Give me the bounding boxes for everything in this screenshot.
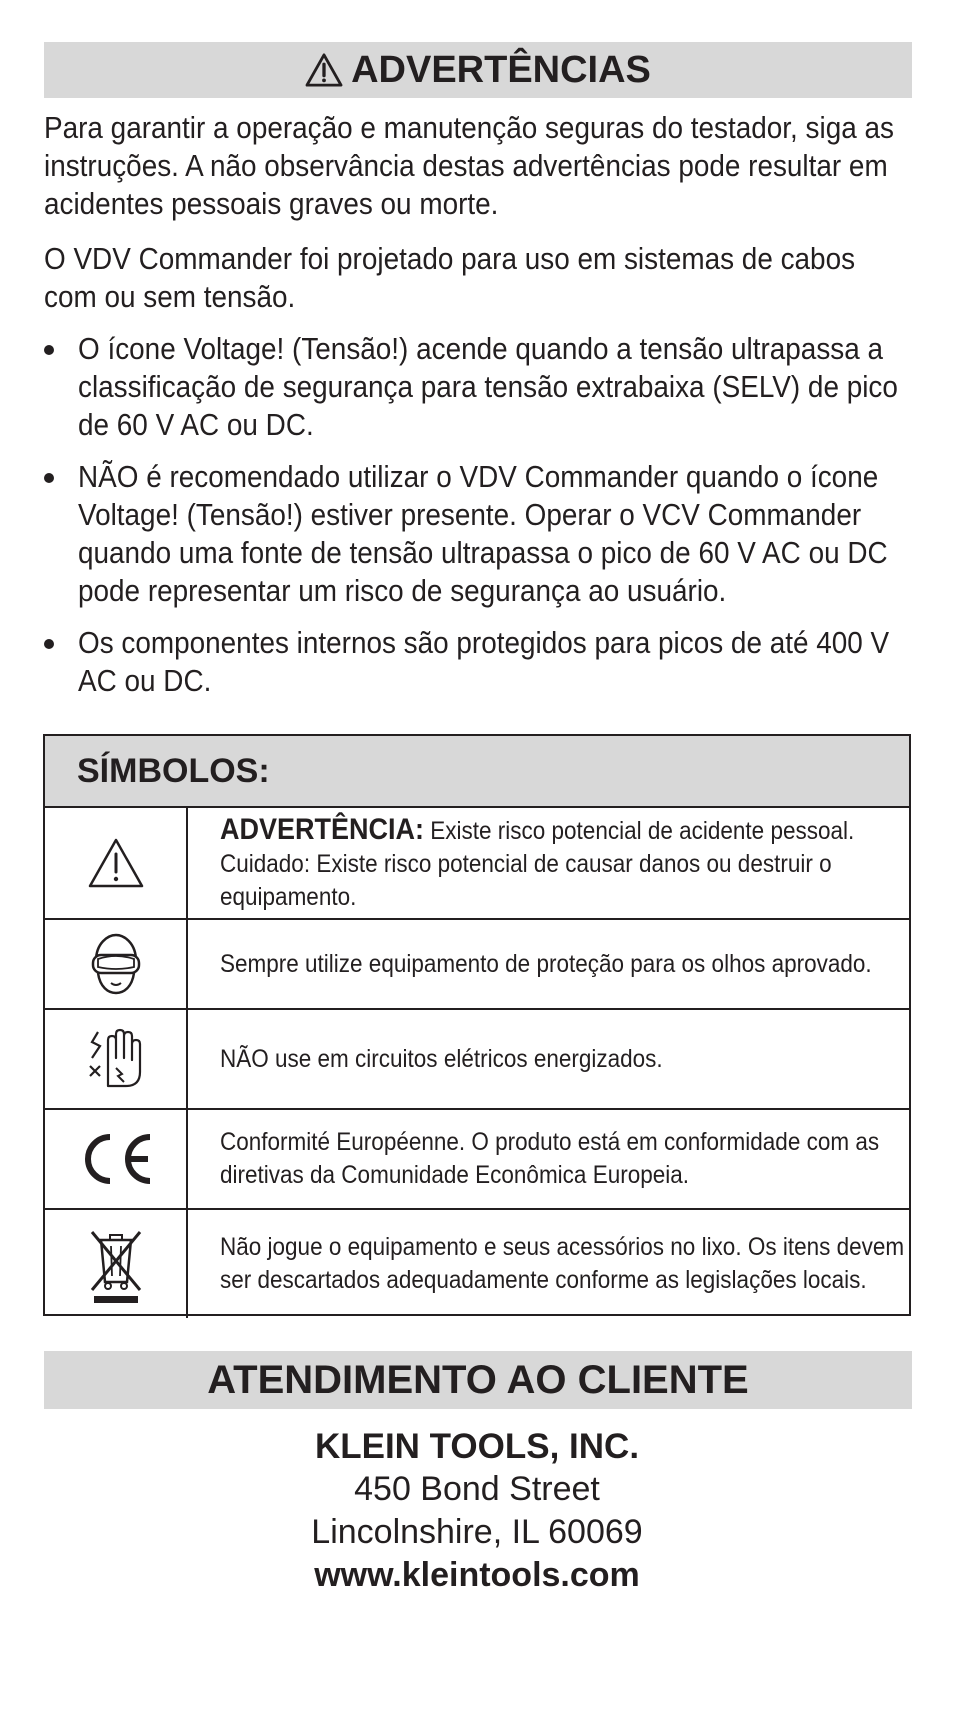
warnings-title: ADVERTÊNCIAS	[351, 48, 651, 91]
symbol-cell	[45, 1110, 188, 1208]
crossed-bin-icon	[86, 1224, 146, 1304]
table-row	[45, 1110, 909, 1210]
list-item	[44, 458, 924, 610]
customer-service-title: ATENDIMENTO AO CLIENTE	[207, 1357, 749, 1402]
customer-service-banner	[44, 1351, 912, 1409]
company-name: KLEIN TOOLS, INC.	[314, 1427, 640, 1466]
warning-label: ADVERTÊNCIA:	[220, 812, 425, 846]
symbol-cell	[45, 920, 188, 1008]
electrical-hazard-hand-icon	[86, 1028, 146, 1090]
symbols-title: SÍMBOLOS:	[45, 736, 909, 808]
disposal-text: Não jogue o equipamento e seus acessórios no lixo. Os itens devem ser descartados adequadamente conforme as legislações locais.	[220, 1233, 905, 1294]
symbol-description	[188, 1110, 954, 1208]
symbol-cell	[45, 808, 188, 918]
energized-circuits-text: NÃO use em circuitos elétricos energizados.	[220, 1044, 663, 1073]
symbol-cell	[45, 1010, 188, 1108]
bullet-text: O ícone Voltage! (Tensão!) acende quando a tensão ultrapassa a classificação de segurança para tensão extrabaixa (SELV) de pico de 60 V AC ou DC.	[78, 331, 898, 442]
list-item	[44, 624, 924, 700]
warnings-intro: Para garantir a operação e manutenção seguras do testador, siga as instruções. A não observância destas advertências pode resultar em acidentes pessoais graves ou morte.	[44, 110, 894, 221]
contact-block	[0, 1425, 954, 1597]
symbol-description	[188, 808, 954, 918]
symbol-description	[188, 920, 954, 1008]
bullet-dot	[44, 345, 54, 355]
bullet-dot	[44, 639, 54, 649]
street-address: 450 Bond Street	[354, 1470, 600, 1508]
symbol-description	[188, 1010, 954, 1108]
warning-triangle-icon	[305, 53, 343, 87]
design-note: O VDV Commander foi projetado para uso em sistemas de cabos com ou sem tensão.	[44, 241, 856, 314]
warning-text: Existe risco potencial de acidente pessoal. Cuidado: Existe risco potencial de causar danos ou destruir o equipamento.	[220, 816, 855, 911]
website-link[interactable]: www.kleintools.com	[314, 1556, 640, 1594]
symbols-table	[43, 734, 911, 1316]
table-row	[45, 808, 909, 920]
bullet-text: NÃO é recomendado utilizar o VDV Commander quando o ícone Voltage! (Tensão!) estiver presente. Operar o VCV Commander quando uma fonte de tensão ultrapassa o pico de 60 V AC ou DC pode representar um risco de segurança ao usuário.	[78, 459, 888, 608]
goggles-text: Sempre utilize equipamento de proteção para os olhos aprovado.	[220, 949, 872, 978]
symbol-description	[188, 1210, 954, 1318]
bullet-dot	[44, 473, 54, 483]
warning-triangle-icon	[87, 837, 145, 889]
table-row	[45, 1210, 909, 1318]
bullet-text: Os componentes internos são protegidos para picos de até 400 V AC ou DC.	[78, 625, 890, 698]
ce-mark-icon	[76, 1131, 156, 1187]
safety-goggles-icon	[88, 931, 144, 997]
symbol-cell	[45, 1210, 188, 1318]
table-row	[45, 1010, 909, 1110]
ce-text: Conformité Européenne. O produto está em conformidade com as diretivas da Comunidade Econômica Europeia.	[220, 1128, 880, 1189]
city-address: Lincolnshire, IL 60069	[311, 1513, 643, 1551]
table-row	[45, 920, 909, 1010]
warnings-list	[44, 330, 924, 714]
warnings-banner	[44, 42, 912, 98]
list-item	[44, 330, 924, 444]
